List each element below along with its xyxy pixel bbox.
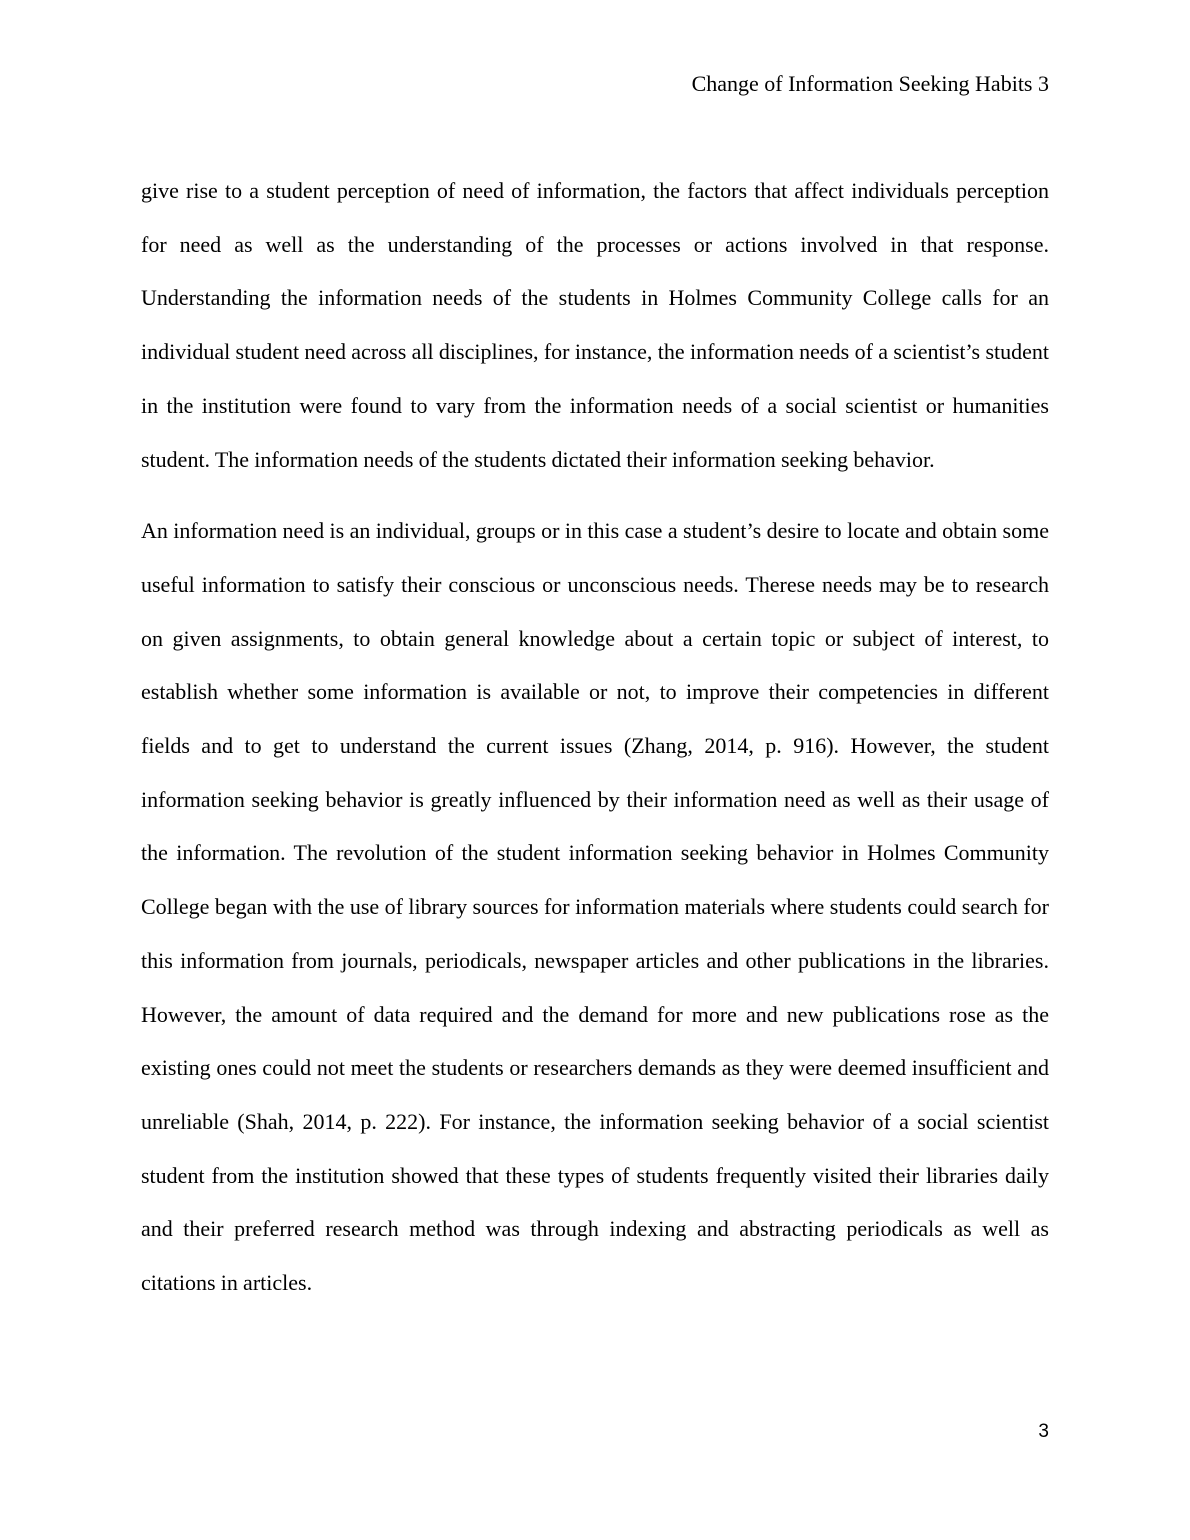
paragraph-2: An information need is an individual, groups or in this case a student’s desire to locate and obtain some useful information to satisfy their conscious or unconscious needs. Therese needs may be to research on given assignments, to obtain general knowledge about a certain topic or subject of interest, to establish whether some information is available or not, to improve their competencies in different fields and to get to understand the current issues (Zhang, 2014, p. 916). However, the student information seeking behavior is greatly influenced by their information need as well as their usage of the information. The revolution of the student information seeking behavior in Holmes Community College began with the use of library sources for information materials where students could search for this information from journals, periodicals, newspaper articles and other publications in the libraries. However, the amount of data required and the demand for more and new publications rose as the existing ones could not meet the students or researchers demands as they were deemed insufficient and unreliable (Shah, 2014, p. 222). For instance, the information seeking behavior of a social scientist student from the institution showed that these types of students frequently visited their libraries daily and their preferred research method was through indexing and abstracting periodicals as well as citations in articles.	[141, 518, 1049, 1296]
body-text	[141, 164, 1049, 1310]
paragraph-1: give rise to a student perception of need of information, the factors that affect individuals perception for need as well as the understanding of the processes or actions involved in that response. Understanding the information needs of the students in Holmes Community College calls for an individual student need across all disciplines, for instance, the information needs of a scientist’s student in the institution were found to vary from the information needs of a social scientist or humanities student. The information needs of the students dictated their information seeking behavior.	[141, 178, 1049, 472]
page-number: 3	[1038, 1421, 1049, 1442]
running-head: Change of Information Seeking Habits 3	[691, 71, 1049, 96]
